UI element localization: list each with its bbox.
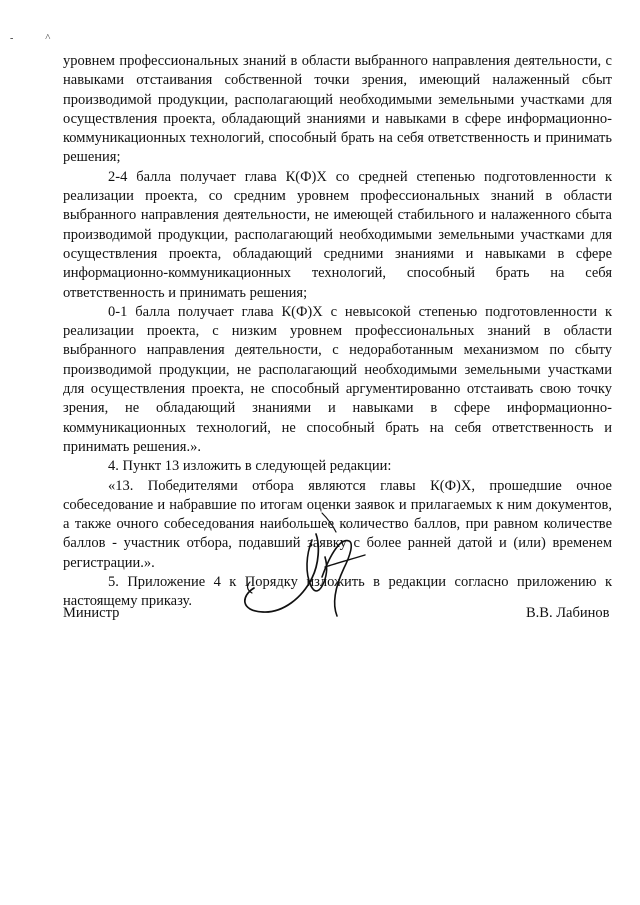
paragraph-item-4: 4. Пункт 13 изложить в следующей редакции: [108,458,392,475]
signatory-name: В.В. Лабинов [526,605,610,621]
paragraph-score-2-4: 2-4 балла получает глава К(Ф)Х со средней степенью подготовленности к реализации проекта, со средним уровнем профессиональных знаний в области выбранного направления деятельности, не имеющей стабильного и налаженного сбыта производимой продукции, располагающий необходимыми земельными участками для осуществления проекта, обладающий средними знаниями и навыками в сфере информационно-коммуникационных технологий, способный брать на себя ответственность и принимать решения; [63,168,612,301]
signatory-position: Министр [63,605,120,621]
scan-mark-top: ˄ [45,32,51,43]
scan-mark-left: - [10,33,14,44]
handwritten-signature [236,510,376,635]
paragraph-score-0-1: 0-1 балла получает глава К(Ф)Х с невысокой степенью подготовленности к реализации проекта, с низким уровнем профессиональных знаний в области выбранного направления деятельности, с недоработанным механизмом по сбыту производимой продукции, не располагающий необходимыми земельными участками для осуществления проекта, не способный аргументированно отстаивать свою точку зрения, не обладающий знаниями и навыками в сфере информационно-коммуникационных технологий, не способный брать на себя ответственность и принимать решения.». [63,303,612,455]
paragraph-winners-rule: «13. Победителями отбора являются главы К(Ф)Х, прошедшие очное собеседование и набравшие по итогам оценки заявок и прилагаемых к ним документов, а также очного собеседования наибольшее количество баллов, при равном количестве баллов - участник отбора, подавший заявку с более ранней датой и (или) временем регистрации.». [63,477,612,571]
paragraph-item-5: 5. Приложение 4 к Порядку изложить в редакции согласно приложению к настоящему приказу. [63,574,612,610]
paragraph-criteria-continuation: уровнем профессиональных знаний в области выбранного направления деятельности, с навыками отстаивания собственной точки зрения, имеющий налаженный сбыт производимой продукции, располагающий необходимыми земельными участками для осуществления проекта, обладающий знаниями и навыками в сфере информационно-коммуникационных технологий, способный брать на себя ответственность и принимать решения; [63,53,612,166]
